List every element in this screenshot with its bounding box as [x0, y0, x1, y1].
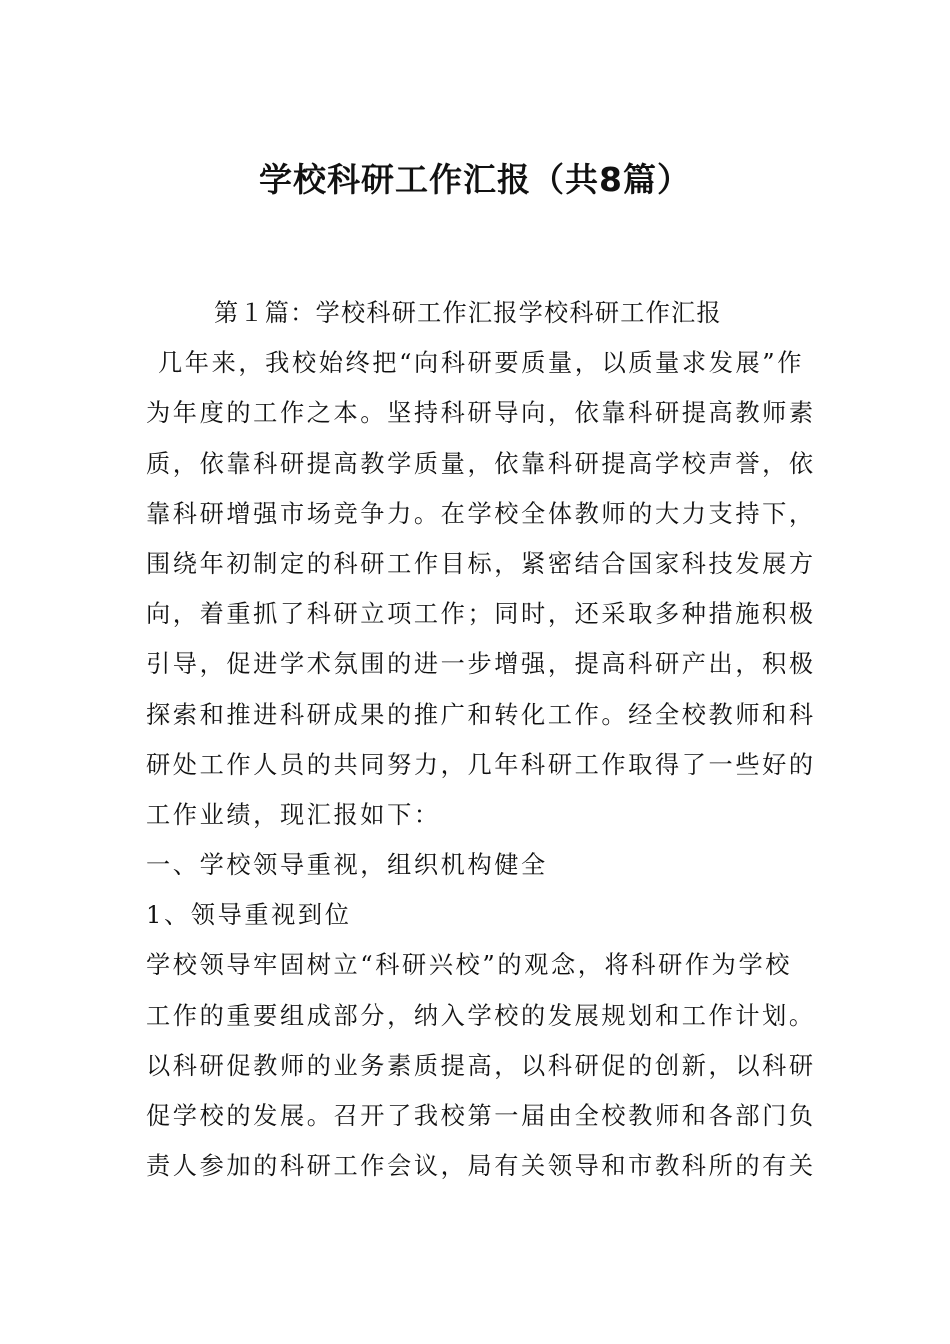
- section-heading: 一、学校领导重视，组织机构健全: [146, 851, 548, 880]
- body-line: 以科研促教师的业务素质提高，以科研促的创新，以科研: [146, 1051, 816, 1080]
- document-title: 学校科研工作汇报（共8篇）: [259, 160, 691, 199]
- body-line: 研处工作人员的共同努力，几年科研工作取得了一些好的: [146, 750, 816, 779]
- body-line: 促学校的发展。召开了我校第一届由全校教师和各部门负: [146, 1102, 816, 1130]
- body-line: 工作业绩，现汇报如下：: [146, 800, 441, 829]
- document-body: [146, 288, 816, 1191]
- body-line: 围绕年初制定的科研工作目标，紧密结合国家科技发展方: [146, 549, 816, 578]
- body-line: 靠科研增强市场竞争力。在学校全体教师的大力支持下，: [146, 499, 816, 528]
- body-line: 责人参加的科研工作会议，局有关领导和市教科所的有关: [146, 1152, 816, 1181]
- body-line: 探索和推进科研成果的推广和转化工作。经全校教师和科: [146, 700, 816, 729]
- body-line: 工作的重要组成部分，纳入学校的发展规划和工作计划。: [146, 1001, 816, 1030]
- section-subtitle: 第１篇：学校科研工作汇报学校科研工作汇报: [214, 299, 722, 327]
- body-line: 几年来，我校始终把“向科研要质量，以质量求发展”作: [158, 349, 805, 378]
- body-line: 为年度的工作之本。坚持科研导向，依靠科研提高教师素: [146, 399, 816, 428]
- body-line: 引导，促进学术氛围的进一步增强，提高科研产出，积极: [146, 650, 816, 679]
- body-line: 向，着重抓了科研立项工作；同时，还采取多种措施积极: [146, 600, 816, 629]
- body-line: 学校领导牢固树立“科研兴校”的观念，将科研作为学校: [146, 951, 793, 980]
- body-line: 质，依靠科研提高教学质量，依靠科研提高学校声誉，依: [146, 449, 816, 478]
- subsection-heading: 1、领导重视到位: [146, 901, 352, 930]
